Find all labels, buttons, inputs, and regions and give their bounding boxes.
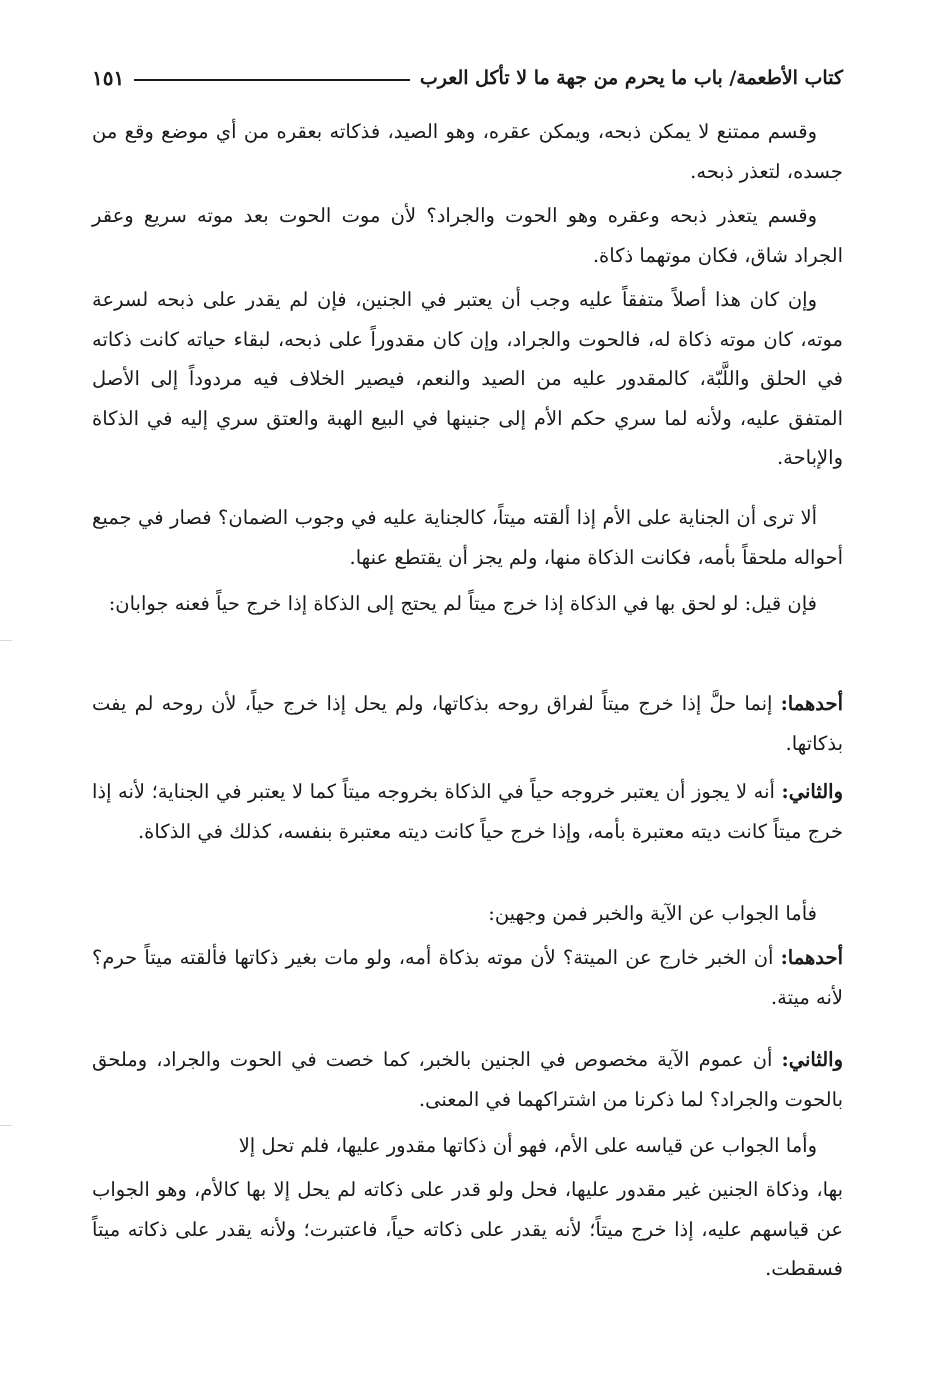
paragraph xyxy=(92,1040,843,1119)
paragraph-text: وقسم ممتنع لا يمكن ذبحه، ويمكن عقره، وهو الصيد، فذكاته بعقره من أي موضع وقع من جسده، لتعذر ذبحه. xyxy=(92,120,843,183)
paragraph-term: أحدهما: xyxy=(780,946,843,969)
paragraph-text: وقسم يتعذر ذبحه وعقره وهو الحوت والجراد؟ لأن موت الحوت بعد موته سريع وعقر الجراد شاق، فكان موتهما ذكاة. xyxy=(92,204,843,267)
page-number: ١٥١ xyxy=(92,66,125,90)
running-header xyxy=(92,62,843,94)
paragraph xyxy=(92,498,843,577)
paragraph xyxy=(92,196,843,275)
paragraph-text: إنما حلَّ إذا خرج ميتاً لفراق روحه بذكاتها، ولم يحل إذا خرج حياً، لأن روحه لم يفت بذكاتها. xyxy=(92,692,843,755)
header-rule xyxy=(134,79,410,81)
paragraph xyxy=(92,894,843,934)
paragraph-text: بها، وذكاة الجنين غير مقدور عليها، فحل ولو قدر على ذكاته لم يحل إلا بها كالأم، وهو الجواب عن قياسهم عليه، إذا خرج ميتاً؛ لأنه يقدر على ذكاته حياً، فاعتبرت؛ ولأنه يقدر على ذكاته ميتاً فسقطت. xyxy=(92,1178,843,1280)
paragraph-term: والثاني: xyxy=(781,780,843,803)
scan-edge-mark xyxy=(0,1125,12,1126)
paragraph xyxy=(92,772,843,851)
paragraph-text: فأما الجواب عن الآية والخبر فمن وجهين: xyxy=(488,902,817,925)
paragraph-text: أنه لا يجوز أن يعتبر خروجه حياً في الذكاة بخروجه ميتاً كما لا يعتبر في الجناية؛ لأنه إذا خرج ميتاً كانت ديته معتبرة بأمه، وإذا خرج حياً كانت ديته معتبرة بنفسه، كذلك في الذكاة. xyxy=(92,780,843,843)
paragraph xyxy=(92,1170,843,1289)
paragraph-text: وإن كان هذا أصلاً متفقاً عليه وجب أن يعتبر في الجنين، فإن لم يقدر على ذبحه لسرعة موته، كان موته ذكاة له، فالحوت والجراد، وإن كان مقدوراً على ذبحه، لبقاء حياته كانت ذكاته في الحلق واللَّبّة، كالمقدور عليه من الصيد والنعم، فيصير الخلاف فيه مردوداً إلى الأصل المتفق عليه، ولأنه لما سري حكم الأم إلى جنينها في البيع الهبة والعتق سري إليه في الذكاة والإباحة. xyxy=(92,288,843,469)
body-text xyxy=(92,104,843,1336)
paragraph-text: ألا ترى أن الجناية على الأم إذا ألقته ميتاً، كالجناية عليه في وجوب الضمان؟ فصار في جميع أحواله ملحقاً بأمه، فكانت الذكاة منها، ولم يجز أن يقتطع عنها. xyxy=(92,506,843,569)
scan-edge-mark xyxy=(0,640,12,641)
header-title: كتاب الأطعمة/ باب ما يحرم من جهة ما لا تأكل العرب xyxy=(419,67,843,89)
paragraph xyxy=(92,280,843,478)
paragraph xyxy=(92,938,843,1017)
paragraph xyxy=(92,1126,843,1166)
paragraph xyxy=(92,584,843,624)
paragraph xyxy=(92,112,843,191)
paragraph-text: أن عموم الآية مخصوص في الجنين بالخبر، كما خصت في الحوت والجراد، وملحق بالحوت والجراد؟ لما ذكرنا من اشتراكهما في المعنى. xyxy=(92,1048,843,1111)
paragraph-term: والثاني: xyxy=(781,1048,843,1071)
paragraph-text: فإن قيل: لو لحق بها في الذكاة إذا خرج ميتاً لم يحتج إلى الذكاة إذا خرج حياً فعنه جوابان: xyxy=(108,592,817,615)
paragraph-text: أن الخبر خارج عن الميتة؟ لأن موته بذكاة أمه، ولو مات بغير ذكاتها فألقته ميتاً حرم؟ لأنه ميتة. xyxy=(92,946,843,1009)
paragraph-term: أحدهما: xyxy=(780,692,843,715)
paragraph xyxy=(92,684,843,763)
paragraph-text: وأما الجواب عن قياسه على الأم، فهو أن ذكاتها مقدور عليها، فلم تحل إلا xyxy=(238,1134,817,1157)
